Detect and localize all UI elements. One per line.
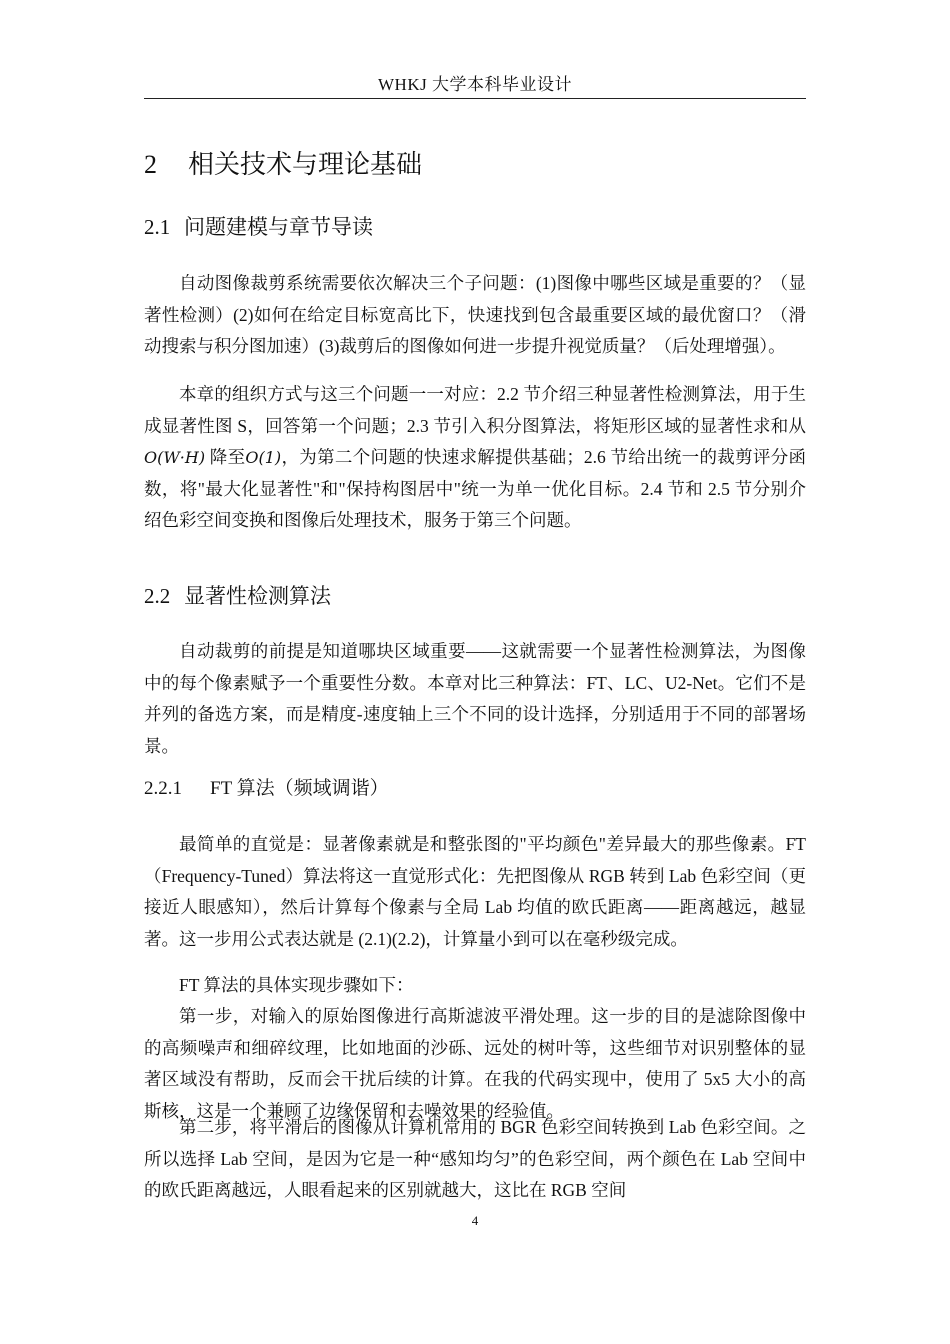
subsection-heading-2-2-1 [144,775,389,803]
math-expression: O(1) [245,448,282,467]
math-expression: O(W·H) [144,448,206,467]
section-heading-2-2 [144,581,331,611]
section-title: 问题建模与章节导读 [184,215,373,239]
subsection-number: 2.2.1 [144,778,182,799]
section-heading-2-1 [144,212,373,242]
chapter-heading [144,147,422,183]
section-title: 显著性检测算法 [184,584,331,608]
text-run: ，为第二个问题的快速求解提供基础；2.6 节给出统一的裁剪评分函数，将"最大化显著性"和"保持构图居中"统一为单一优化目标。2.4 节和 2.5 节分别介绍色彩空间变换和图像后处理技术，服务于第三个问题。 [144,447,807,530]
paragraph: 自动图像裁剪系统需要依次解决三个子问题：(1)图像中哪些区域是重要的？（显著性检测）(2)如何在给定目标宽高比下，快速找到包含最重要区域的最优窗口？（滑动搜索与积分图加速）(3)裁剪后的图像如何进一步提升视觉质量？（后处理增强）。 [144,273,806,356]
paragraph: 第一步，对输入的原始图像进行高斯滤波平滑处理。这一步的目的是滤除图像中的高频噪声和细碎纹理，比如地面的沙砾、远处的树叶等，这些细节对识别整体的显著区域没有帮助，反而会干扰后续的计算。在我的代码实现中，使用了 5x5 大小的高斯核，这是一个兼顾了边缘保留和去噪效果的经验值。 [144,1006,806,1121]
paragraph [144,379,806,537]
paragraph: 第二步，将平滑后的图像从计算机常用的 BGR 色彩空间转换到 Lab 色彩空间。之所以选择 Lab 空间，是因为它是一种“感知均匀”的色彩空间，两个颜色在 Lab 空间中的欧氏距离越远，人眼看起来的区别就越大，这比在 RGB 空间 [144,1117,806,1200]
subsection-title: FT 算法（频域调谐） [210,778,389,799]
page-number: 4 [471,1213,479,1228]
chapter-number: 2 [144,150,157,179]
section-number: 2.1 [144,215,171,239]
text-run: 降至 [205,447,246,467]
chapter-title: 相关技术与理论基础 [188,150,423,179]
running-header: WHKJ 大学本科毕业设计 [378,75,572,94]
text-run: 本章的组织方式与这三个问题一一对应：2.2 节介绍三种显著性检测算法，用于生成显著性图 S，回答第一个问题；2.3 节引入积分图算法，将矩形区域的显著性求和从 [144,384,806,436]
header-rule [144,98,806,99]
paragraph: FT 算法的具体实现步骤如下： [179,975,414,995]
paragraph: 最简单的直觉是：显著像素就是和整张图的"平均颜色"差异最大的那些像素。FT（Frequency-Tuned）算法将这一直觉形式化：先把图像从 RGB 转到 Lab 色彩空间（更接近人眼感知），然后计算每个像素与全局 Lab 均值的欧氏距离——距离越远，越显著。这一步用公式表达就是 (2.1)(2.2)，计算量小到可以在毫秒级完成。 [144,834,806,949]
paragraph: 自动裁剪的前提是知道哪块区域重要——这就需要一个显著性检测算法，为图像中的每个像素赋予一个重要性分数。本章对比三种算法：FT、LC、U2-Net。它们不是并列的备选方案，而是精度-速度轴上三个不同的设计选择，分别适用于不同的部署场景。 [144,641,806,756]
section-number: 2.2 [144,584,171,608]
